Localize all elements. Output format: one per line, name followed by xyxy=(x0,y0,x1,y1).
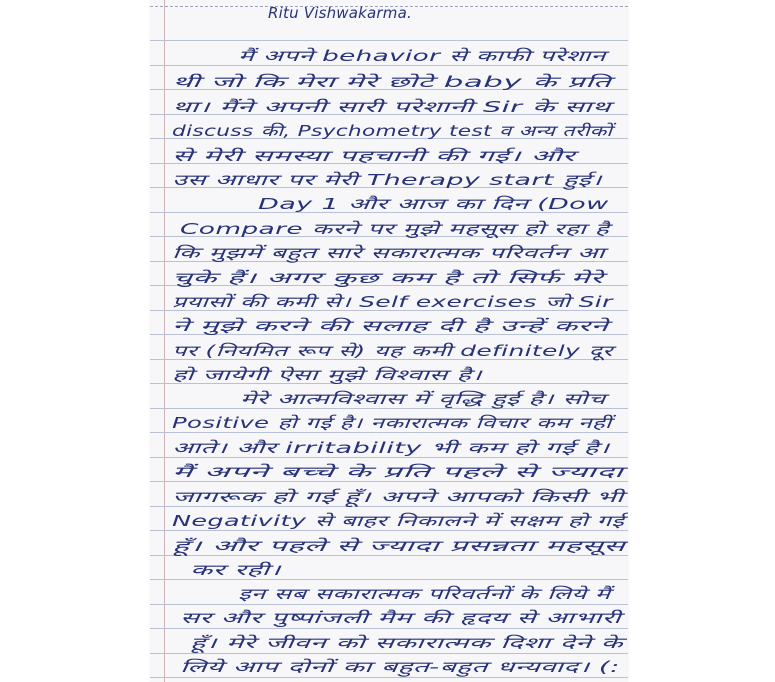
ruled-line xyxy=(150,628,628,629)
ruled-line xyxy=(150,677,628,678)
handwritten-line: मैं अपने बच्चे के प्रति पहले से ज्यादा xyxy=(172,463,623,481)
ruled-line xyxy=(150,40,628,41)
handwritten-line: Negativity से बाहर निकालने में सक्षम हो गई xyxy=(172,512,625,530)
handwritten-line: ने मुझे करने की सलाह दी है उन्हें करने xyxy=(172,317,609,335)
notebook-page xyxy=(150,0,628,682)
handwritten-line: हो जायेगी ऐसा मुझे विश्वास है। xyxy=(172,366,482,384)
handwritten-line: उस आधार पर मेरी Therapy start हुई। xyxy=(172,171,602,189)
handwritten-line: थी जो कि मेरा मेरे छोटे baby के प्रति xyxy=(172,73,612,91)
handwritten-line: मैं अपने behavior से काफी परेशान xyxy=(238,47,606,65)
handwritten-line: सर और पुष्पांजली मैम की हृदय से आभारी xyxy=(180,609,621,627)
handwritten-line: आते। और irritability भी कम हो गई है। xyxy=(172,439,610,457)
handwritten-line: कर रही। xyxy=(190,561,281,579)
handwritten-line: पर (नियमित रूप से) यह कमी definitely दूर xyxy=(172,342,613,360)
handwritten-line: Day 1 और आज का दिन (Dow xyxy=(258,195,609,213)
handwritten-line: मेरे आत्मविश्वास में वृद्धि हुई है। सोच xyxy=(240,390,606,408)
ruled-line xyxy=(150,604,628,605)
handwritten-line: प्रयासों की कमी से। Self exercises जो Sir xyxy=(172,293,613,311)
handwritten-line: से मेरी समस्या पहचानी की गई। और xyxy=(172,147,575,165)
handwritten-line: लिये आप दोनों का बहुत-बहुत धन्यवाद। (: xyxy=(180,658,620,676)
handwritten-line: discuss की, Psychometry test व अन्य तरीकों xyxy=(172,122,613,140)
ruled-line xyxy=(150,653,628,654)
handwritten-line: कि मुझमें बहुत सारे सकारात्मक परिवर्तन आ xyxy=(172,244,605,262)
handwritten-line: Positive हो गई है। नकारात्मक विचार कम नहीं xyxy=(172,414,612,432)
handwritten-line: था। मैंने अपनी सारी परेशानी Sir के साथ xyxy=(172,98,611,116)
handwritten-line: चुके हैं। अगर कुछ कम है तो सिर्फ मेरे xyxy=(172,269,604,287)
handwritten-line: जागरूक हो गई हूँ। अपने आपको किसी भी xyxy=(172,488,624,506)
author-name: Ritu Vishwakarma. xyxy=(268,4,412,22)
handwritten-line: इन सब सकारात्मक परिवर्तनों के लिये मैं xyxy=(238,585,611,603)
handwritten-line: हूँ। मेरे जीवन को सकारात्मक दिशा देने के xyxy=(190,634,623,652)
handwritten-line: Compare करने पर मुझे महसूस हो रहा है xyxy=(180,220,610,238)
handwritten-line: हूँ। और पहले से ज्यादा प्रसन्नता महसूस xyxy=(172,537,625,555)
